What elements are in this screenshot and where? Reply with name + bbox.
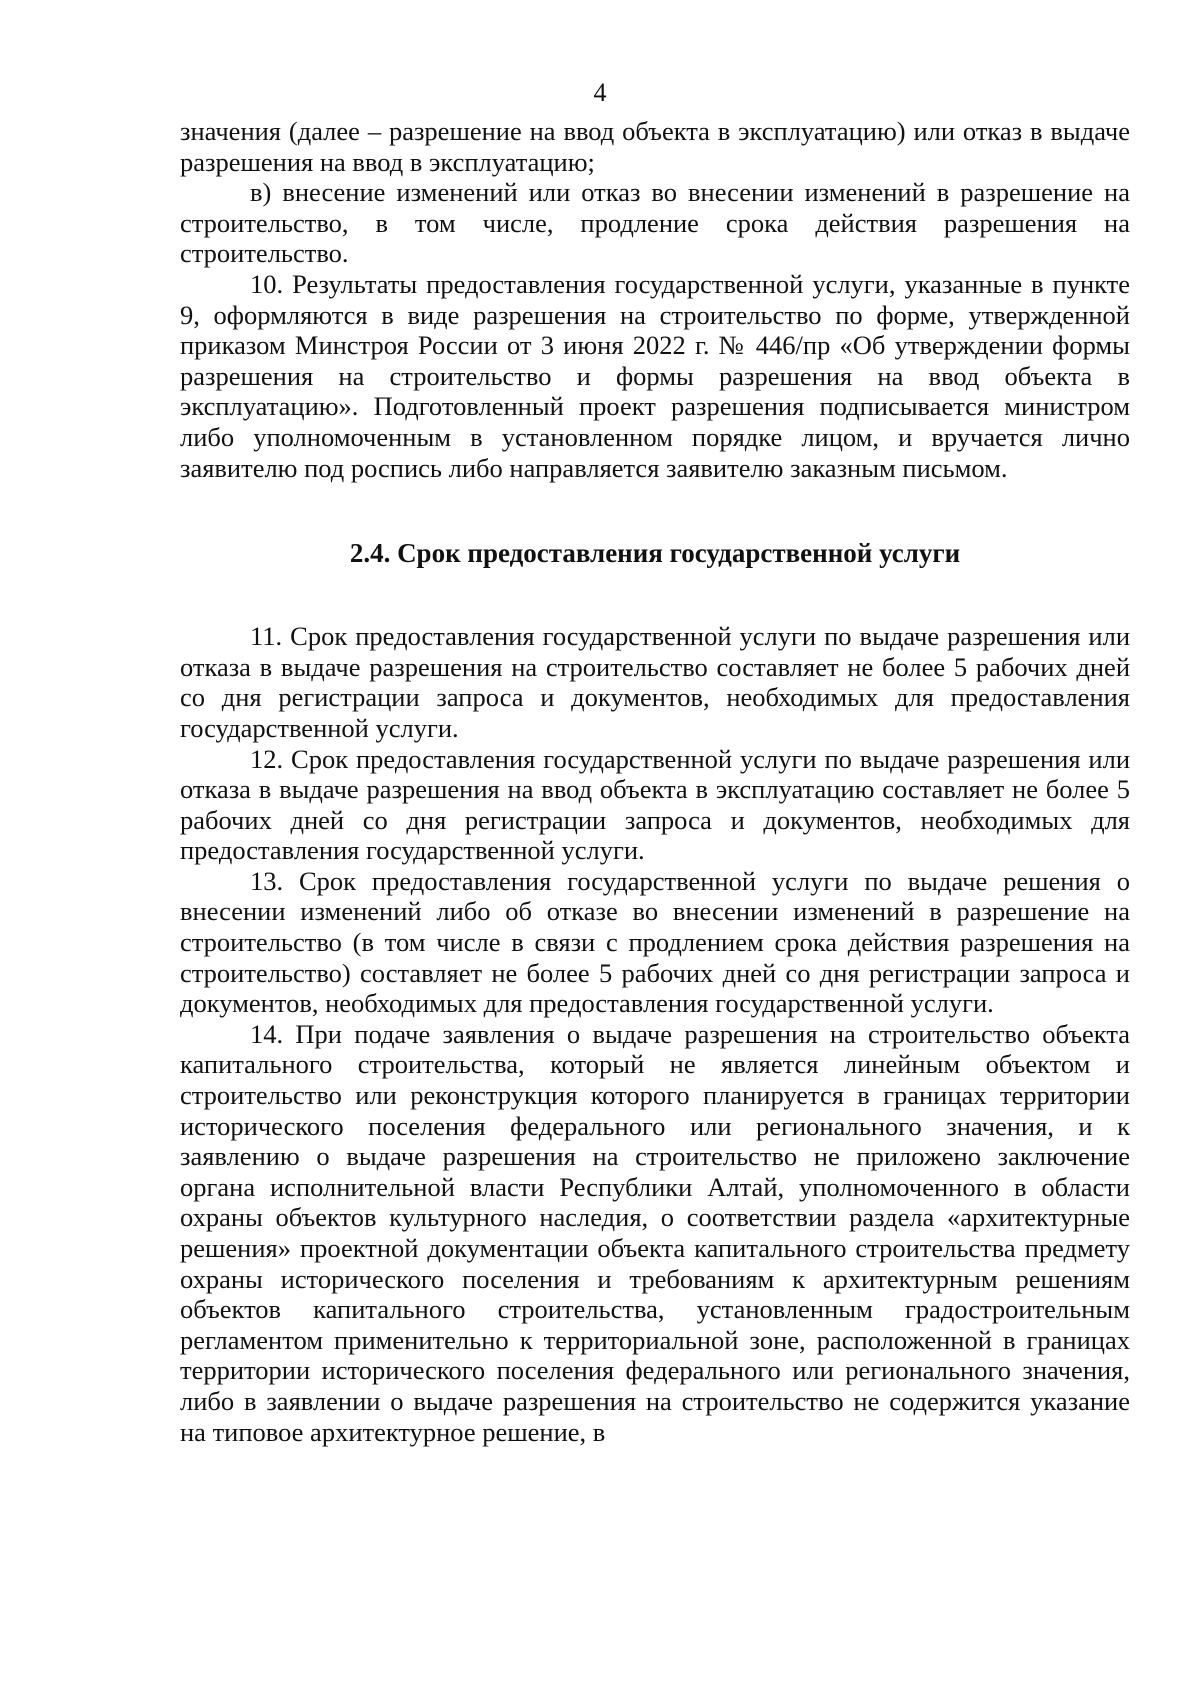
paragraph-11: 11. Срок предоставления государственной услуги по выдаче разрешения или отказа в выдаче разрешения на строительство составляет не более 5 рабочих дней со дня регистрации запроса и документов, необходимых для предоставления государственной услуги.: [180, 621, 1130, 743]
document-body: [180, 116, 1130, 1447]
page-number: 4: [593, 78, 607, 107]
paragraph-continuation: значения (далее – разрешение на ввод объекта в эксплуатацию) или отказ в выдаче разрешения на ввод в эксплуатацию;: [180, 116, 1130, 177]
paragraph-10: 10. Результаты предоставления государственной услуги, указанные в пункте 9, оформляются в виде разрешения на строительство по форме, утвержденной приказом Минстроя России от 3 июня 2022 г. № 446/пр «Об утверждении формы разрешения на строительство и формы разрешения на ввод объекта в эксплуатацию». Подготовленный проект разрешения подписывается министром либо уполномоченным в установленном порядке лицом, и вручается лично заявителю под роспись либо направляется заявителю заказным письмом.: [180, 268, 1130, 483]
paragraph-14: 14. При подаче заявления о выдаче разрешения на строительство объекта капитального строительства, который не является линейным объектом и строительство или реконструкция которого планируется в границах территории исторического поселения федерального или регионального значения, и к заявлению о выдаче разрешения на строительство не приложено заключение органа исполнительной власти Республики Алтай, уполномоченного в области охраны объектов культурного наследия, о соответствии раздела «архитектурные решения» проектной документации объекта капитального строительства предмету охраны исторического поселения и требованиям к архитектурным решениям объектов капитального строительства, установленным градостроительным регламентом применительно к территориальной зоне, расположенной в границах территории исторического поселения федерального или регионального значения, либо в заявлении о выдаче разрешения на строительство не содержится указание на типовое архитектурное решение, в: [180, 1018, 1130, 1447]
paragraph-item-v: в) внесение изменений или отказ во внесении изменений в разрешение на строительство, в том числе, продление срока действия разрешения на строительство.: [180, 177, 1130, 269]
section-heading: 2.4. Срок предоставления государственной услуги: [349, 538, 961, 569]
paragraph-13: 13. Срок предоставления государственной услуги по выдаче решения о внесении изменений либо об отказе во внесении изменений в разрешение на строительство (в том числе в связи с продлением срока действия разрешения на строительство) составляет не более 5 рабочих дней со дня регистрации запроса и документов, необходимых для предоставления государственной услуги.: [180, 865, 1130, 1019]
paragraph-12: 12. Срок предоставления государственной услуги по выдаче разрешения или отказа в выдаче разрешения на ввод объекта в эксплуатацию составляет не более 5 рабочих дней со дня регистрации запроса и документов, необходимых для предоставления государственной услуги.: [180, 743, 1130, 866]
